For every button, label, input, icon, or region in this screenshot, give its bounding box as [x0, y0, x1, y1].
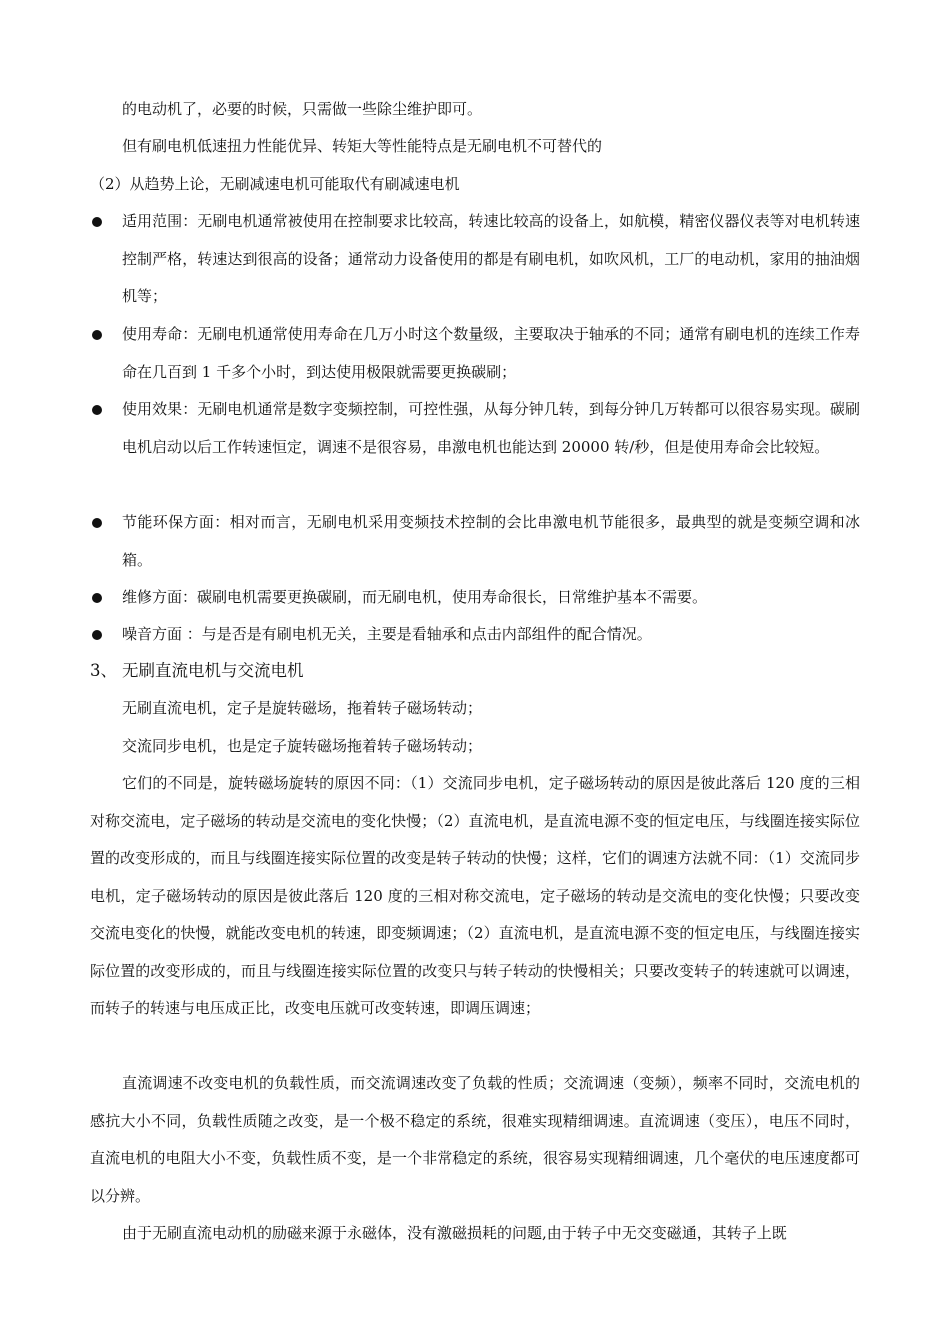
paragraph-excitation: 由于无刷直流电动机的励磁来源于永磁体，没有激磁损耗的问题,由于转子中无交变磁通，其转子上既 — [122, 1224, 787, 1242]
bullet-text: 维修方面：碳刷电机需要更换碳刷，而无刷电机，使用寿命很长，日常维护基本不需要。 — [122, 588, 708, 606]
section-number: 3、 — [90, 661, 117, 680]
section-title: 无刷直流电机与交流电机 — [122, 661, 304, 680]
paragraph-trend-heading: （2）从趋势上论，无刷减速电机可能取代有刷减速电机 — [90, 175, 460, 193]
bullet-dot-icon — [92, 330, 102, 340]
paragraph-brushed-advantage: 但有刷电机低速扭力性能优异、转矩大等性能特点是无刷电机不可替代的 — [122, 137, 603, 155]
paragraph-speed-control: 直流调速不改变电机的负载性质，而交流调速改变了负载的性质；交流调速（变频），频率不同时，交流电机的感抗大小不同，负载性质随之改变，是一个极不稳定的系统，很难实现精细调速。直流调速（变压），电压不同时，直流电机的电阻大小不变，负载性质不变，是一个非常稳定的系统，很容易实现精细调速，几个毫伏的电压速度都可以分辨。 — [90, 1074, 860, 1205]
bullet-dot-icon — [92, 217, 102, 227]
bullet-text: 使用效果：无刷电机通常是数字变频控制，可控性强，从每分钟几转，到每分钟几万转都可以很容易实现。碳刷电机启动以后工作转速恒定，调速不是很容易，串激电机也能达到 20000 转/秒，但是使用寿命会比较短。 — [122, 400, 860, 456]
paragraph-bldc-definition: 无刷直流电机，定子是旋转磁场，拖着转子磁场转动； — [122, 699, 483, 717]
bullet-dot-icon — [92, 518, 102, 528]
bullet-dot-icon — [92, 405, 102, 415]
bullet-dot-icon — [92, 593, 102, 603]
bullet-dot-icon — [92, 630, 102, 640]
paragraph-maintenance: 的电动机了，必要的时候，只需做一些除尘维护即可。 — [122, 100, 483, 118]
bullet-text: 使用寿命：无刷电机通常使用寿命在几万小时这个数量级，主要取决于轴承的不同；通常有刷电机的连续工作寿命在几百到 1 千多个小时，到达使用极限就需要更换碳刷； — [122, 325, 860, 381]
paragraph-difference: 它们的不同是，旋转磁场旋转的原因不同：（1）交流同步电机，定子磁场转动的原因是彼此落后 120 度的三相对称交流电，定子磁场的转动是交流电的变化快慢；（2）直流电机，是直流电源不变的恒定电压，与线圈连接实际位置的改变形成的，而且与线圈连接实际位置的改变是转子转动的快慢；这样，它们的调速方法就不同：（1）交流同步电机，定子磁场转动的原因是彼此落后 120 度的三相对称交流电，定子磁场的转动是交流电的变化快慢；只要改变交流电变化的快慢，就能改变电机的转速，即变频调速；（2）直流电机，是直流电源不变的恒定电压，与线圈连接实际位置的改变形成的，而且与线圈连接实际位置的改变只与转子转动的快慢相关；只要改变转子的转速就可以调速，而转子的转速与电压成正比，改变电压就可改变转速，即调压调速； — [90, 774, 860, 1017]
bullet-text: 适用范围：无刷电机通常被使用在控制要求比较高，转速比较高的设备上，如航模，精密仪器仪表等对电机转速控制严格，转速达到很高的设备；通常动力设备使用的都是有刷电机，如吹风机，工厂的电动机，家用的抽油烟机等； — [122, 212, 860, 305]
paragraph-ac-sync-definition: 交流同步电机，也是定子旋转磁场拖着转子磁场转动； — [122, 737, 483, 755]
bullet-text: 噪音方面 ：与是否是有刷电机无关，主要是看轴承和点击内部组件的配合情况。 — [122, 625, 652, 643]
section-heading — [90, 652, 304, 690]
bullet-text: 节能环保方面：相对而言，无刷电机采用变频技术控制的会比串激电机节能很多，最典型的就是变频空调和冰箱。 — [122, 513, 860, 569]
